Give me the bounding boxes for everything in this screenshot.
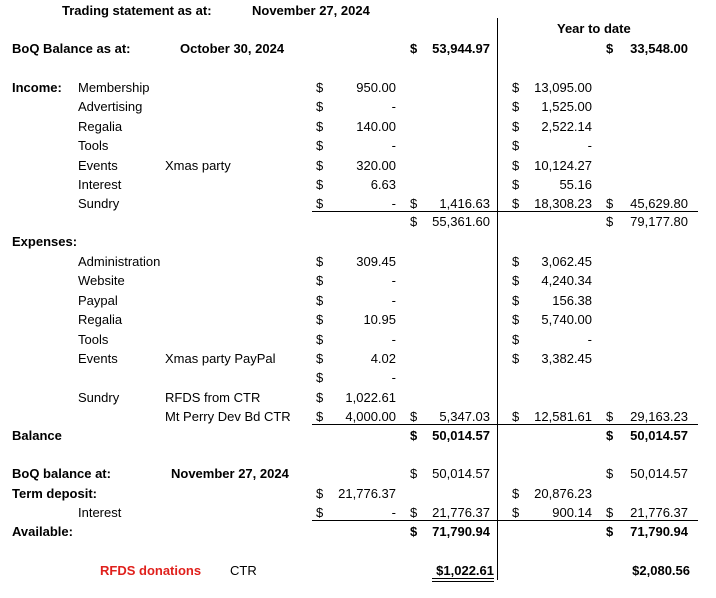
income-item-amount: 950.00 <box>356 80 396 95</box>
currency-sign: $ <box>512 99 520 114</box>
term-ytd-interest: 900.14 <box>552 505 592 520</box>
currency-sign: $ <box>316 312 324 327</box>
expense-item-amount: 4,000.00 <box>345 409 396 424</box>
statement-title: Trading statement as at: <box>62 3 212 18</box>
opening-date: October 30, 2024 <box>180 41 285 56</box>
currency-sign: $ <box>512 177 520 192</box>
currency-sign: $ <box>316 138 324 153</box>
expense-item-note: Mt Perry Dev Bd CTR <box>165 409 291 424</box>
income-item-amount: - <box>391 138 396 153</box>
income-item-amount: 6.63 <box>370 177 396 192</box>
income-item-name: Sundry <box>78 196 120 211</box>
currency-sign: $ <box>316 390 324 405</box>
currency-sign: $ <box>512 138 520 153</box>
balance-amount: 50,014.57 <box>432 428 490 443</box>
currency-sign: $ <box>512 351 520 366</box>
income-item-ytd: 2,522.14 <box>541 119 592 134</box>
available-ytd: 71,790.94 <box>630 524 688 539</box>
rfds-underline <box>432 578 494 579</box>
expense-item-amount: - <box>391 273 396 288</box>
boq-close-label: BoQ balance at: <box>12 466 111 481</box>
currency-sign: $ <box>512 505 520 520</box>
currency-sign: $ <box>410 524 418 539</box>
income-item-name: Tools <box>78 138 109 153</box>
expense-item-name: Events <box>78 351 118 366</box>
expense-item-amount: 10.95 <box>363 312 396 327</box>
income-item-name: Regalia <box>78 119 123 134</box>
income-item-name: Membership <box>78 80 150 95</box>
expense-item-ytd: 12,581.61 <box>534 409 592 424</box>
currency-sign: $ <box>316 332 324 347</box>
expense-item-amount: 1,022.61 <box>345 390 396 405</box>
rfds-label: RFDS donations <box>100 563 202 578</box>
income-ytd-total: 45,629.80 <box>630 196 688 211</box>
currency-sign: $ <box>606 41 614 56</box>
currency-sign: $ <box>512 158 520 173</box>
currency-sign: $ <box>512 486 520 501</box>
income-ytd-subtotal: 79,177.80 <box>630 214 688 229</box>
currency-sign: $ <box>606 466 614 481</box>
currency-sign: $ <box>512 119 520 134</box>
income-total-rule <box>312 211 698 212</box>
available-amount: 71,790.94 <box>432 524 490 539</box>
balance-ytd: 50,014.57 <box>630 428 688 443</box>
opening-label: BoQ Balance as at: <box>12 41 131 56</box>
currency-sign: $ <box>316 409 324 424</box>
currency-sign: $ <box>316 177 324 192</box>
income-item-ytd: 10,124.27 <box>534 158 592 173</box>
term-interest: - <box>391 505 396 520</box>
term-ytd-amount: 20,876.23 <box>534 486 592 501</box>
boq-close-ytd: 50,014.57 <box>630 466 688 481</box>
expense-item-amount: - <box>391 370 396 385</box>
income-item-ytd: - <box>587 138 592 153</box>
income-subtotal: 55,361.60 <box>432 214 490 229</box>
income-item-ytd: 18,308.23 <box>534 196 592 211</box>
expense-item-amount: 309.45 <box>356 254 396 269</box>
currency-sign: $ <box>316 80 324 95</box>
rfds-note: CTR <box>230 563 257 578</box>
balance-label: Balance <box>12 428 62 443</box>
expense-item-amount: 4.02 <box>370 351 396 366</box>
rfds-amount: $1,022.61 <box>436 563 494 578</box>
currency-sign: $ <box>410 505 418 520</box>
income-item-ytd: 1,525.00 <box>541 99 592 114</box>
statement-date: November 27, 2024 <box>252 3 370 18</box>
expense-item-ytd: 4,240.34 <box>541 273 592 288</box>
term-total-rule <box>312 520 698 521</box>
term-amount: 21,776.37 <box>338 486 396 501</box>
expense-item-name: Regalia <box>78 312 123 327</box>
income-item-amount: 320.00 <box>356 158 396 173</box>
currency-sign: $ <box>316 273 324 288</box>
currency-sign: $ <box>512 80 520 95</box>
income-item-amount: - <box>391 99 396 114</box>
currency-sign: $ <box>606 505 614 520</box>
currency-sign: $ <box>512 409 520 424</box>
income-item-ytd: 13,095.00 <box>534 80 592 95</box>
currency-sign: $ <box>410 466 418 481</box>
boq-close-date: November 27, 2024 <box>171 466 289 481</box>
rfds-underline-2 <box>432 581 494 582</box>
income-item-amount: 140.00 <box>356 119 396 134</box>
income-item-ytd: 55.16 <box>559 177 592 192</box>
currency-sign: $ <box>606 214 614 229</box>
currency-sign: $ <box>316 293 324 308</box>
expense-item-name: Sundry <box>78 390 120 405</box>
income-item-name: Interest <box>78 177 122 192</box>
currency-sign: $ <box>410 41 418 56</box>
rfds-ytd: $2,080.56 <box>632 563 690 578</box>
opening-amount: 53,944.97 <box>432 41 490 56</box>
currency-sign: $ <box>316 158 324 173</box>
opening-ytd-amount: 33,548.00 <box>630 41 688 56</box>
income-item-name: Events <box>78 158 118 173</box>
expense-item-note: RFDS from CTR <box>165 390 261 405</box>
expense-item-ytd: 3,062.45 <box>541 254 592 269</box>
income-item-name: Advertising <box>78 99 143 114</box>
income-item-note: Xmas party <box>165 158 231 173</box>
currency-sign: $ <box>606 196 614 211</box>
currency-sign: $ <box>410 428 418 443</box>
expense-item-name: Paypal <box>78 293 118 308</box>
currency-sign: $ <box>512 312 520 327</box>
currency-sign: $ <box>512 273 520 288</box>
income-label: Income: <box>12 80 62 95</box>
expense-item-amount: - <box>391 332 396 347</box>
expenses-total-rule <box>312 424 698 425</box>
expense-item-ytd: 156.38 <box>552 293 592 308</box>
currency-sign: $ <box>410 196 418 211</box>
currency-sign: $ <box>316 505 324 520</box>
currency-sign: $ <box>512 254 520 269</box>
currency-sign: $ <box>316 254 324 269</box>
currency-sign: $ <box>316 486 324 501</box>
currency-sign: $ <box>316 99 324 114</box>
expense-item-name: Website <box>78 273 125 288</box>
interest-label: Interest <box>78 505 122 520</box>
currency-sign: $ <box>316 351 324 366</box>
currency-sign: $ <box>410 409 418 424</box>
currency-sign: $ <box>316 196 324 211</box>
term-ytd-total: 21,776.37 <box>630 505 688 520</box>
expense-item-amount: - <box>391 293 396 308</box>
expense-item-ytd: 5,740.00 <box>541 312 592 327</box>
currency-sign: $ <box>410 214 418 229</box>
currency-sign: $ <box>512 293 520 308</box>
expense-item-name: Tools <box>78 332 109 347</box>
expenses-ytd-total: 29,163.23 <box>630 409 688 424</box>
expense-item-note: Xmas party PayPal <box>165 351 276 366</box>
currency-sign: $ <box>512 332 520 347</box>
expense-item-ytd: 3,382.45 <box>541 351 592 366</box>
currency-sign: $ <box>316 370 324 385</box>
currency-sign: $ <box>606 428 614 443</box>
expenses-label: Expenses: <box>12 234 78 249</box>
ytd-header: Year to date <box>557 21 631 36</box>
expense-item-ytd: - <box>587 332 592 347</box>
income-item-amount: - <box>391 196 396 211</box>
term-total: 21,776.37 <box>432 505 490 520</box>
currency-sign: $ <box>606 524 614 539</box>
income-total: 1,416.63 <box>439 196 490 211</box>
available-label: Available: <box>12 524 73 539</box>
expense-item-name: Administration <box>78 254 161 269</box>
expenses-total: 5,347.03 <box>439 409 490 424</box>
currency-sign: $ <box>512 196 520 211</box>
term-label: Term deposit: <box>12 486 97 501</box>
boq-close-amount: 50,014.57 <box>432 466 490 481</box>
currency-sign: $ <box>316 119 324 134</box>
currency-sign: $ <box>606 409 614 424</box>
